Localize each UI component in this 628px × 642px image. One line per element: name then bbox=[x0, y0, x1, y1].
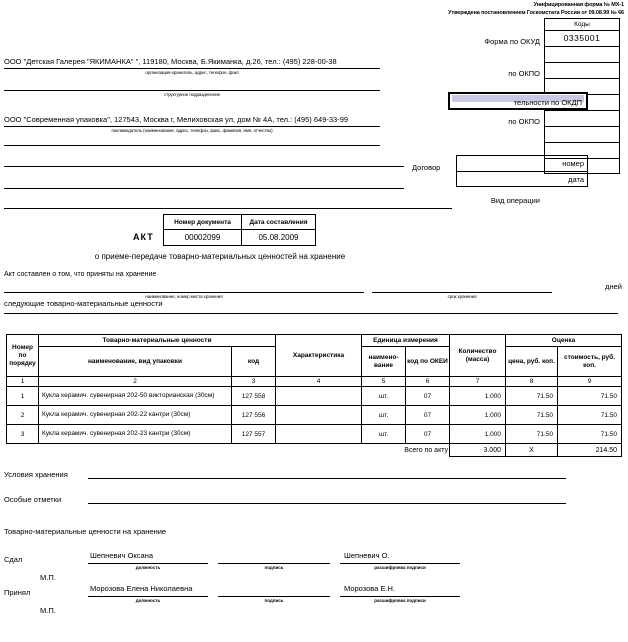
handed-position-value[interactable]: Шепневич Оксана bbox=[90, 551, 154, 560]
colnum-1: 1 bbox=[7, 377, 39, 387]
okpo-label-2: по ОКПО bbox=[508, 117, 540, 126]
row-no: 3 bbox=[7, 425, 39, 444]
handed-decoded-rule bbox=[340, 563, 460, 564]
storage-conditions-label: Условия хранения bbox=[4, 470, 68, 479]
row-cost: 71.50 bbox=[558, 387, 622, 406]
th-tmc: Товарно-материальные ценности bbox=[39, 335, 276, 347]
form-legal-header bbox=[448, 2, 624, 17]
term-rule bbox=[372, 292, 552, 293]
extra-rule-3 bbox=[4, 188, 404, 189]
row-name: Кукла керамич. сувенирная 202-22 кантри (30см) bbox=[39, 406, 232, 425]
row-unit-okei: 07 bbox=[406, 406, 450, 425]
handed-label: Сдал bbox=[4, 555, 23, 564]
keeper-rule bbox=[4, 68, 380, 69]
table-row[interactable] bbox=[7, 387, 622, 406]
table-row[interactable] bbox=[7, 425, 622, 444]
total-label: Всего по акту bbox=[404, 446, 448, 454]
accepted-signature-caption: подпись bbox=[264, 598, 284, 603]
th-unit-okei: код по ОКЕИ bbox=[406, 347, 450, 377]
storage-conditions-rule bbox=[88, 478, 566, 479]
okdp-label: тельности по ОКДП bbox=[513, 98, 582, 107]
row-cost: 71.50 bbox=[558, 425, 622, 444]
row-name: Кукла керамич. сувенирная 202-23 кантри (30см) bbox=[39, 425, 232, 444]
th-quantity: Количество (масса) bbox=[450, 335, 506, 377]
okud-label: Форма по ОКУД bbox=[484, 37, 540, 46]
row-quantity: 1.000 bbox=[450, 406, 506, 425]
dogovor-nomer-value[interactable] bbox=[544, 126, 620, 142]
accepted-position-caption: должность bbox=[135, 598, 161, 603]
blank-code-1[interactable] bbox=[544, 62, 620, 78]
row-name: Кукла керамич. сувенирная 202-50 викторианская (30см) bbox=[39, 387, 232, 406]
accepted-decoded-caption: расшифровка подписи bbox=[374, 598, 426, 603]
tmc-table bbox=[6, 334, 622, 457]
vid-operacii-label: Вид операции bbox=[490, 196, 540, 205]
row-cost: 71.50 bbox=[558, 406, 622, 425]
special-notes-label: Особые отметки bbox=[4, 495, 62, 504]
extra-rule-4 bbox=[4, 208, 452, 209]
accepted-decoded-value[interactable]: Морозова Е.Н. bbox=[344, 584, 396, 593]
act-title: о приеме-передаче товарно-материальных ценностей на хранение bbox=[94, 252, 346, 261]
row-characteristic bbox=[276, 425, 362, 444]
th-cost: стоимость, руб. коп. bbox=[558, 347, 622, 377]
table-row[interactable] bbox=[7, 406, 622, 425]
accepted-label: Принял bbox=[4, 588, 31, 597]
depositor-rule bbox=[4, 126, 380, 127]
stamp-place-1: М.П. bbox=[40, 573, 56, 582]
codes-title: Коды bbox=[544, 18, 620, 30]
colnum-5: 5 bbox=[362, 377, 406, 387]
okpo-value-1[interactable] bbox=[544, 46, 620, 62]
accepted-position-rule bbox=[88, 596, 208, 597]
accepted-position-value[interactable]: Морозова Елена Николаевна bbox=[90, 584, 193, 593]
row-unit-name: шт. bbox=[362, 425, 406, 444]
row-code: 127 557 bbox=[232, 425, 276, 444]
row-no: 1 bbox=[7, 387, 39, 406]
th-tmc-code: код bbox=[232, 347, 276, 377]
row-quantity: 1.000 bbox=[450, 387, 506, 406]
colnum-6: 6 bbox=[406, 377, 450, 387]
colnum-7: 7 bbox=[450, 377, 506, 387]
th-valuation: Оценка bbox=[506, 335, 622, 347]
dogovor-label: Договор bbox=[412, 163, 441, 172]
row-quantity: 1.000 bbox=[450, 425, 506, 444]
storage-place-rule bbox=[4, 292, 364, 293]
row-price: 71.50 bbox=[506, 406, 558, 425]
colnum-9: 9 bbox=[558, 377, 622, 387]
following-tmc-label: следующие товарно-материальные ценности bbox=[4, 299, 163, 308]
doc-number-value[interactable]: 00002099 bbox=[164, 230, 242, 246]
row-no: 2 bbox=[7, 406, 39, 425]
special-notes-rule bbox=[88, 503, 566, 504]
row-characteristic bbox=[276, 387, 362, 406]
extra-rule-1 bbox=[4, 145, 380, 146]
accepted-signature-rule bbox=[218, 596, 330, 597]
th-price: цена, руб. коп. bbox=[506, 347, 558, 377]
row-code: 127 558 bbox=[232, 387, 276, 406]
depositor-name[interactable]: ООО "Современная упаковка", 127543, Москва г, Мелиховская ул, дом № 4А, тел.: (495) 649-33-99 bbox=[4, 115, 349, 124]
days-label: дней bbox=[605, 282, 622, 291]
doc-number-header: Номер документа bbox=[164, 215, 242, 230]
division-caption: структурное подразделение bbox=[163, 92, 221, 97]
division-rule bbox=[4, 90, 380, 91]
handed-signature-caption: подпись bbox=[264, 565, 284, 570]
act-number-box bbox=[163, 214, 316, 246]
colnum-4: 4 bbox=[276, 377, 362, 387]
row-unit-okei: 07 bbox=[406, 425, 450, 444]
handed-position-rule bbox=[88, 563, 208, 564]
keeper-caption: организация-хранитель, адрес, телефон, факс bbox=[145, 70, 239, 75]
extra-rule-2 bbox=[4, 166, 404, 167]
act-subtitle: Акт составлен о том, что приняты на хранение bbox=[4, 271, 157, 278]
dogovor-bracket bbox=[456, 155, 588, 187]
dogovor-nomer-label: номер bbox=[456, 155, 588, 171]
total-price: X bbox=[506, 444, 558, 457]
column-number-row bbox=[7, 377, 622, 387]
handed-decoded-value[interactable]: Шепневич О. bbox=[344, 551, 390, 560]
depositor-caption: поклажедатель (наименование, адрес, телефон, факс, фамилия, имя, отчество) bbox=[111, 128, 273, 133]
doc-date-header: Дата составления bbox=[242, 215, 316, 230]
row-unit-name: шт. bbox=[362, 387, 406, 406]
th-unit: Единица измерения bbox=[362, 335, 450, 347]
total-cost: 214.50 bbox=[558, 444, 622, 457]
row-characteristic bbox=[276, 406, 362, 425]
following-rule bbox=[4, 313, 618, 314]
okdp-label-cell[interactable] bbox=[448, 92, 588, 110]
th-tmc-name: наименование, вид упаковки bbox=[39, 347, 232, 377]
handed-decoded-caption: расшифровка подписи bbox=[374, 565, 426, 570]
blank-code-2[interactable] bbox=[544, 110, 620, 126]
row-code: 127 556 bbox=[232, 406, 276, 425]
keeper-name[interactable]: ООО "Детская Галерея "ЯКИМАНКА" ", 119180, Москва, Б.Якиманка, д.26, тел.: (495) 228-00-38 bbox=[4, 57, 337, 66]
accepted-decoded-rule bbox=[340, 596, 460, 597]
term-caption: срок хранения bbox=[447, 294, 477, 299]
row-price: 71.50 bbox=[506, 387, 558, 406]
handed-signature-rule bbox=[218, 563, 330, 564]
colnum-8: 8 bbox=[506, 377, 558, 387]
storage-place-caption: наименование, номер места хранения bbox=[145, 294, 223, 299]
okud-value[interactable]: 0335001 bbox=[544, 30, 620, 46]
doc-date-value[interactable]: 05.08.2009 bbox=[242, 230, 316, 246]
stamp-place-2: М.П. bbox=[40, 606, 56, 615]
dogovor-data-label: дата bbox=[456, 171, 588, 187]
th-no-poryadku: Номер по порядку bbox=[7, 335, 39, 377]
okpo-label-1: по ОКПО bbox=[508, 69, 540, 78]
handed-position-caption: должность bbox=[135, 565, 161, 570]
table-total-row bbox=[7, 444, 622, 457]
form-legal-line-1: Унифицированная форма № МХ-1 bbox=[533, 2, 624, 8]
act-word: АКТ bbox=[133, 232, 154, 242]
th-characteristic: Характеристика bbox=[276, 335, 362, 377]
form-legal-line-2: Утверждена постановлением Госкомстата России от 09.08.99 № 66 bbox=[448, 9, 624, 16]
colnum-2: 2 bbox=[39, 377, 232, 387]
colnum-3: 3 bbox=[232, 377, 276, 387]
row-unit-name: шт. bbox=[362, 406, 406, 425]
tmc-storage-label: Товарно-материальные ценности на хранение bbox=[4, 527, 167, 536]
row-price: 71.50 bbox=[506, 425, 558, 444]
th-unit-name: наимено-вание bbox=[362, 347, 406, 377]
total-quantity: 3.000 bbox=[450, 444, 506, 457]
row-unit-okei: 07 bbox=[406, 387, 450, 406]
